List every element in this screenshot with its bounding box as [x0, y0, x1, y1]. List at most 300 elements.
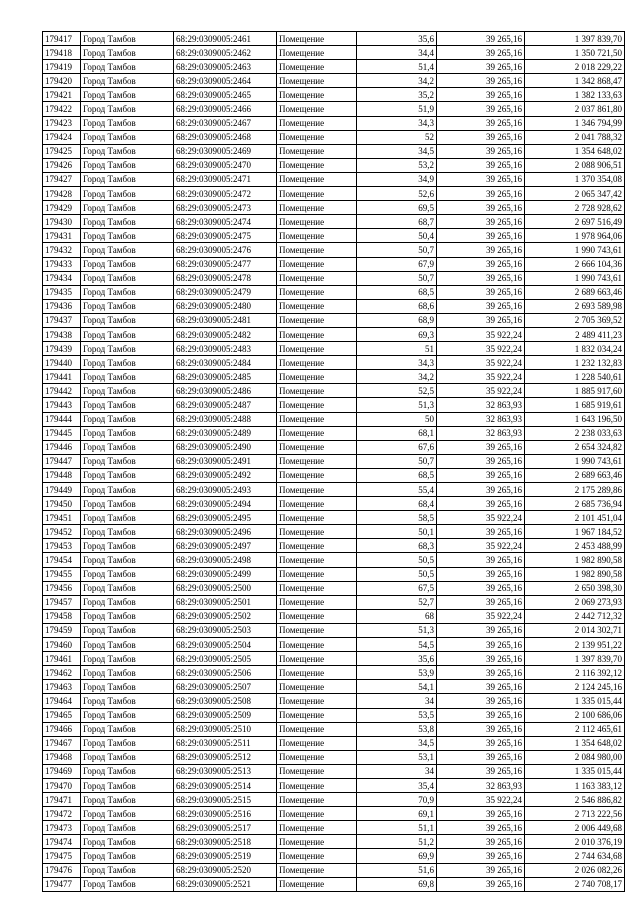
- cadastral-number-cell: 68:29:0309005:2481: [174, 313, 277, 327]
- row-id-cell: 179419: [43, 60, 81, 74]
- row-id-cell: 179443: [43, 398, 81, 412]
- locality-cell: Город Тамбов: [81, 807, 174, 821]
- specific-value-cell: 39 265,16: [437, 736, 525, 750]
- cadastral-number-cell: 68:29:0309005:2521: [174, 877, 277, 891]
- cadastral-value-cell: 2 744 634,68: [525, 849, 625, 863]
- row-id-cell: 179472: [43, 807, 81, 821]
- specific-value-cell: 35 922,24: [437, 356, 525, 370]
- locality-cell: Город Тамбов: [81, 327, 174, 341]
- object-type-cell: Помещение: [277, 440, 357, 454]
- specific-value-cell: 39 265,16: [437, 46, 525, 60]
- cadastral-number-cell: 68:29:0309005:2468: [174, 130, 277, 144]
- specific-value-cell: 39 265,16: [437, 595, 525, 609]
- specific-value-cell: 35 922,24: [437, 370, 525, 384]
- cadastral-number-cell: 68:29:0309005:2487: [174, 398, 277, 412]
- specific-value-cell: 32 863,93: [437, 778, 525, 792]
- table-row: [43, 483, 625, 497]
- cadastral-number-cell: 68:29:0309005:2462: [174, 46, 277, 60]
- object-type-cell: Помещение: [277, 257, 357, 271]
- table-body: [43, 32, 625, 892]
- cadastral-number-cell: 68:29:0309005:2480: [174, 299, 277, 313]
- area-cell: 51,3: [357, 623, 437, 637]
- row-id-cell: 179445: [43, 426, 81, 440]
- row-id-cell: 179450: [43, 497, 81, 511]
- cadastral-number-cell: 68:29:0309005:2475: [174, 229, 277, 243]
- cadastral-value-cell: 2 689 663,46: [525, 285, 625, 299]
- specific-value-cell: 39 265,16: [437, 285, 525, 299]
- table-row: [43, 454, 625, 468]
- table-row: [43, 144, 625, 158]
- object-type-cell: Помещение: [277, 74, 357, 88]
- area-cell: 34,2: [357, 370, 437, 384]
- row-id-cell: 179464: [43, 694, 81, 708]
- specific-value-cell: 39 265,16: [437, 271, 525, 285]
- object-type-cell: Помещение: [277, 342, 357, 356]
- cadastral-value-cell: 1 832 034,24: [525, 342, 625, 356]
- cadastral-number-cell: 68:29:0309005:2508: [174, 694, 277, 708]
- specific-value-cell: 39 265,16: [437, 694, 525, 708]
- cadastral-value-cell: 2 006 449,68: [525, 821, 625, 835]
- cadastral-number-cell: 68:29:0309005:2509: [174, 708, 277, 722]
- cadastral-value-cell: 1 967 184,52: [525, 525, 625, 539]
- area-cell: 53,9: [357, 666, 437, 680]
- locality-cell: Город Тамбов: [81, 511, 174, 525]
- table-row: [43, 327, 625, 341]
- locality-cell: Город Тамбов: [81, 623, 174, 637]
- cadastral-value-cell: 1 990 743,61: [525, 271, 625, 285]
- cadastral-value-cell: 1 163 383,12: [525, 778, 625, 792]
- row-id-cell: 179435: [43, 285, 81, 299]
- object-type-cell: Помещение: [277, 835, 357, 849]
- cadastral-value-cell: 1 990 743,61: [525, 243, 625, 257]
- cadastral-number-cell: 68:29:0309005:2519: [174, 849, 277, 863]
- specific-value-cell: 32 863,93: [437, 398, 525, 412]
- table-row: [43, 877, 625, 891]
- area-cell: 35,4: [357, 778, 437, 792]
- cadastral-value-table: [42, 31, 625, 892]
- specific-value-cell: 39 265,16: [437, 553, 525, 567]
- area-cell: 52,6: [357, 187, 437, 201]
- cadastral-number-cell: 68:29:0309005:2473: [174, 201, 277, 215]
- specific-value-cell: 39 265,16: [437, 215, 525, 229]
- locality-cell: Город Тамбов: [81, 342, 174, 356]
- table-row: [43, 116, 625, 130]
- object-type-cell: Помещение: [277, 229, 357, 243]
- table-row: [43, 130, 625, 144]
- area-cell: 52,5: [357, 384, 437, 398]
- cadastral-number-cell: 68:29:0309005:2461: [174, 32, 277, 46]
- locality-cell: Город Тамбов: [81, 581, 174, 595]
- cadastral-number-cell: 68:29:0309005:2485: [174, 370, 277, 384]
- object-type-cell: Помещение: [277, 581, 357, 595]
- object-type-cell: Помещение: [277, 821, 357, 835]
- table-row: [43, 722, 625, 736]
- cadastral-value-cell: 1 685 919,61: [525, 398, 625, 412]
- area-cell: 68,6: [357, 299, 437, 313]
- table-row: [43, 356, 625, 370]
- cadastral-number-cell: 68:29:0309005:2486: [174, 384, 277, 398]
- specific-value-cell: 39 265,16: [437, 313, 525, 327]
- row-id-cell: 179474: [43, 835, 81, 849]
- area-cell: 51: [357, 342, 437, 356]
- cadastral-value-cell: 2 654 324,82: [525, 440, 625, 454]
- object-type-cell: Помещение: [277, 567, 357, 581]
- cadastral-value-cell: 1 354 648,02: [525, 144, 625, 158]
- table-row: [43, 201, 625, 215]
- locality-cell: Город Тамбов: [81, 130, 174, 144]
- cadastral-number-cell: 68:29:0309005:2515: [174, 793, 277, 807]
- locality-cell: Город Тамбов: [81, 835, 174, 849]
- locality-cell: Город Тамбов: [81, 426, 174, 440]
- table-row: [43, 609, 625, 623]
- area-cell: 55,4: [357, 483, 437, 497]
- cadastral-value-cell: 1 978 964,06: [525, 229, 625, 243]
- row-id-cell: 179463: [43, 680, 81, 694]
- locality-cell: Город Тамбов: [81, 271, 174, 285]
- row-id-cell: 179420: [43, 74, 81, 88]
- cadastral-number-cell: 68:29:0309005:2470: [174, 158, 277, 172]
- locality-cell: Город Тамбов: [81, 384, 174, 398]
- object-type-cell: Помещение: [277, 609, 357, 623]
- locality-cell: Город Тамбов: [81, 60, 174, 74]
- area-cell: 51,1: [357, 821, 437, 835]
- row-id-cell: 179452: [43, 525, 81, 539]
- area-cell: 68,7: [357, 215, 437, 229]
- row-id-cell: 179462: [43, 666, 81, 680]
- cadastral-number-cell: 68:29:0309005:2501: [174, 595, 277, 609]
- table-row: [43, 384, 625, 398]
- cadastral-value-cell: 1 346 794,99: [525, 116, 625, 130]
- specific-value-cell: 39 265,16: [437, 88, 525, 102]
- cadastral-number-cell: 68:29:0309005:2474: [174, 215, 277, 229]
- table-row: [43, 863, 625, 877]
- cadastral-number-cell: 68:29:0309005:2507: [174, 680, 277, 694]
- cadastral-value-cell: 1 990 743,61: [525, 454, 625, 468]
- table-row: [43, 849, 625, 863]
- row-id-cell: 179433: [43, 257, 81, 271]
- row-id-cell: 179448: [43, 468, 81, 482]
- row-id-cell: 179432: [43, 243, 81, 257]
- cadastral-number-cell: 68:29:0309005:2500: [174, 581, 277, 595]
- object-type-cell: Помещение: [277, 722, 357, 736]
- object-type-cell: Помещение: [277, 708, 357, 722]
- specific-value-cell: 35 922,24: [437, 609, 525, 623]
- cadastral-number-cell: 68:29:0309005:2478: [174, 271, 277, 285]
- object-type-cell: Помещение: [277, 46, 357, 60]
- locality-cell: Город Тамбов: [81, 229, 174, 243]
- specific-value-cell: 39 265,16: [437, 525, 525, 539]
- table-row: [43, 102, 625, 116]
- table-row: [43, 285, 625, 299]
- locality-cell: Город Тамбов: [81, 539, 174, 553]
- specific-value-cell: 39 265,16: [437, 638, 525, 652]
- area-cell: 34,4: [357, 46, 437, 60]
- locality-cell: Город Тамбов: [81, 398, 174, 412]
- area-cell: 69,8: [357, 877, 437, 891]
- table-row: [43, 398, 625, 412]
- table-row: [43, 46, 625, 60]
- locality-cell: Город Тамбов: [81, 694, 174, 708]
- specific-value-cell: 32 863,93: [437, 412, 525, 426]
- specific-value-cell: 32 863,93: [437, 426, 525, 440]
- locality-cell: Город Тамбов: [81, 116, 174, 130]
- area-cell: 68,1: [357, 426, 437, 440]
- object-type-cell: Помещение: [277, 215, 357, 229]
- cadastral-number-cell: 68:29:0309005:2503: [174, 623, 277, 637]
- cadastral-number-cell: 68:29:0309005:2479: [174, 285, 277, 299]
- object-type-cell: Помещение: [277, 680, 357, 694]
- locality-cell: Город Тамбов: [81, 652, 174, 666]
- cadastral-value-cell: 2 018 229,22: [525, 60, 625, 74]
- area-cell: 69,9: [357, 849, 437, 863]
- cadastral-number-cell: 68:29:0309005:2488: [174, 412, 277, 426]
- table-row: [43, 511, 625, 525]
- object-type-cell: Помещение: [277, 736, 357, 750]
- specific-value-cell: 39 265,16: [437, 116, 525, 130]
- row-id-cell: 179442: [43, 384, 81, 398]
- object-type-cell: Помещение: [277, 158, 357, 172]
- area-cell: 51,9: [357, 102, 437, 116]
- specific-value-cell: 39 265,16: [437, 201, 525, 215]
- cadastral-value-cell: 2 084 980,00: [525, 750, 625, 764]
- specific-value-cell: 39 265,16: [437, 158, 525, 172]
- table-row: [43, 60, 625, 74]
- specific-value-cell: 39 265,16: [437, 172, 525, 186]
- object-type-cell: Помещение: [277, 426, 357, 440]
- object-type-cell: Помещение: [277, 116, 357, 130]
- table-row: [43, 778, 625, 792]
- specific-value-cell: 39 265,16: [437, 567, 525, 581]
- row-id-cell: 179473: [43, 821, 81, 835]
- area-cell: 34,9: [357, 172, 437, 186]
- specific-value-cell: 39 265,16: [437, 652, 525, 666]
- locality-cell: Город Тамбов: [81, 708, 174, 722]
- cadastral-value-cell: 2 112 465,61: [525, 722, 625, 736]
- locality-cell: Город Тамбов: [81, 483, 174, 497]
- specific-value-cell: 39 265,16: [437, 764, 525, 778]
- specific-value-cell: 39 265,16: [437, 187, 525, 201]
- table-row: [43, 694, 625, 708]
- cadastral-value-cell: 2 175 289,86: [525, 483, 625, 497]
- area-cell: 68,3: [357, 539, 437, 553]
- locality-cell: Город Тамбов: [81, 285, 174, 299]
- area-cell: 68,5: [357, 468, 437, 482]
- cadastral-value-cell: 1 982 890,58: [525, 567, 625, 581]
- locality-cell: Город Тамбов: [81, 46, 174, 60]
- table-row: [43, 440, 625, 454]
- row-id-cell: 179422: [43, 102, 81, 116]
- row-id-cell: 179469: [43, 764, 81, 778]
- cadastral-value-cell: 2 088 906,51: [525, 158, 625, 172]
- object-type-cell: Помещение: [277, 32, 357, 46]
- area-cell: 67,5: [357, 581, 437, 595]
- area-cell: 53,8: [357, 722, 437, 736]
- cadastral-value-cell: 2 546 886,82: [525, 793, 625, 807]
- area-cell: 34: [357, 764, 437, 778]
- row-id-cell: 179453: [43, 539, 81, 553]
- locality-cell: Город Тамбов: [81, 595, 174, 609]
- specific-value-cell: 39 265,16: [437, 468, 525, 482]
- locality-cell: Город Тамбов: [81, 144, 174, 158]
- locality-cell: Город Тамбов: [81, 187, 174, 201]
- object-type-cell: Помещение: [277, 60, 357, 74]
- cadastral-number-cell: 68:29:0309005:2476: [174, 243, 277, 257]
- cadastral-value-cell: 1 397 839,70: [525, 652, 625, 666]
- cadastral-number-cell: 68:29:0309005:2505: [174, 652, 277, 666]
- specific-value-cell: 39 265,16: [437, 722, 525, 736]
- specific-value-cell: 39 265,16: [437, 666, 525, 680]
- locality-cell: Город Тамбов: [81, 877, 174, 891]
- locality-cell: Город Тамбов: [81, 793, 174, 807]
- cadastral-number-cell: 68:29:0309005:2499: [174, 567, 277, 581]
- locality-cell: Город Тамбов: [81, 468, 174, 482]
- area-cell: 53,2: [357, 158, 437, 172]
- specific-value-cell: 39 265,16: [437, 299, 525, 313]
- table-row: [43, 638, 625, 652]
- locality-cell: Город Тамбов: [81, 313, 174, 327]
- area-cell: 53,1: [357, 750, 437, 764]
- object-type-cell: Помещение: [277, 187, 357, 201]
- area-cell: 52,7: [357, 595, 437, 609]
- table-row: [43, 623, 625, 637]
- cadastral-value-cell: 2 693 589,98: [525, 299, 625, 313]
- area-cell: 34,3: [357, 116, 437, 130]
- row-id-cell: 179441: [43, 370, 81, 384]
- object-type-cell: Помещение: [277, 638, 357, 652]
- row-id-cell: 179468: [43, 750, 81, 764]
- row-id-cell: 179470: [43, 778, 81, 792]
- locality-cell: Город Тамбов: [81, 638, 174, 652]
- cadastral-value-cell: 1 335 015,44: [525, 764, 625, 778]
- cadastral-number-cell: 68:29:0309005:2469: [174, 144, 277, 158]
- area-cell: 34,3: [357, 356, 437, 370]
- specific-value-cell: 39 265,16: [437, 849, 525, 863]
- specific-value-cell: 39 265,16: [437, 60, 525, 74]
- area-cell: 67,9: [357, 257, 437, 271]
- table-row: [43, 342, 625, 356]
- cadastral-value-cell: 1 643 196,50: [525, 412, 625, 426]
- object-type-cell: Помещение: [277, 313, 357, 327]
- table-row: [43, 708, 625, 722]
- row-id-cell: 179437: [43, 313, 81, 327]
- cadastral-number-cell: 68:29:0309005:2512: [174, 750, 277, 764]
- cadastral-number-cell: 68:29:0309005:2494: [174, 497, 277, 511]
- object-type-cell: Помещение: [277, 398, 357, 412]
- area-cell: 50,5: [357, 553, 437, 567]
- object-type-cell: Помещение: [277, 172, 357, 186]
- cadastral-value-cell: 2 014 302,71: [525, 623, 625, 637]
- cadastral-number-cell: 68:29:0309005:2516: [174, 807, 277, 821]
- cadastral-number-cell: 68:29:0309005:2502: [174, 609, 277, 623]
- row-id-cell: 179439: [43, 342, 81, 356]
- cadastral-number-cell: 68:29:0309005:2498: [174, 553, 277, 567]
- object-type-cell: Помещение: [277, 299, 357, 313]
- specific-value-cell: 39 265,16: [437, 581, 525, 595]
- cadastral-number-cell: 68:29:0309005:2483: [174, 342, 277, 356]
- specific-value-cell: 35 922,24: [437, 342, 525, 356]
- area-cell: 50,1: [357, 525, 437, 539]
- row-id-cell: 179423: [43, 116, 81, 130]
- table-row: [43, 468, 625, 482]
- table-row: [43, 313, 625, 327]
- row-id-cell: 179418: [43, 46, 81, 60]
- object-type-cell: Помещение: [277, 454, 357, 468]
- cadastral-value-cell: 2 740 708,17: [525, 877, 625, 891]
- locality-cell: Город Тамбов: [81, 299, 174, 313]
- cadastral-number-cell: 68:29:0309005:2482: [174, 327, 277, 341]
- table-row: [43, 257, 625, 271]
- object-type-cell: Помещение: [277, 102, 357, 116]
- area-cell: 68,5: [357, 285, 437, 299]
- specific-value-cell: 39 265,16: [437, 483, 525, 497]
- row-id-cell: 179438: [43, 327, 81, 341]
- object-type-cell: Помещение: [277, 863, 357, 877]
- cadastral-number-cell: 68:29:0309005:2493: [174, 483, 277, 497]
- cadastral-value-cell: 1 350 721,50: [525, 46, 625, 60]
- cadastral-number-cell: 68:29:0309005:2518: [174, 835, 277, 849]
- area-cell: 51,6: [357, 863, 437, 877]
- cadastral-value-cell: 1 382 133,63: [525, 88, 625, 102]
- row-id-cell: 179461: [43, 652, 81, 666]
- cadastral-value-cell: 2 705 369,52: [525, 313, 625, 327]
- cadastral-value-cell: 1 354 648,02: [525, 736, 625, 750]
- locality-cell: Город Тамбов: [81, 849, 174, 863]
- table-row: [43, 74, 625, 88]
- area-cell: 68,9: [357, 313, 437, 327]
- table-row: [43, 793, 625, 807]
- specific-value-cell: 39 265,16: [437, 229, 525, 243]
- object-type-cell: Помещение: [277, 877, 357, 891]
- area-cell: 50,7: [357, 454, 437, 468]
- cadastral-value-cell: 2 489 411,23: [525, 327, 625, 341]
- row-id-cell: 179455: [43, 567, 81, 581]
- cadastral-number-cell: 68:29:0309005:2463: [174, 60, 277, 74]
- cadastral-value-cell: 2 728 928,62: [525, 201, 625, 215]
- cadastral-number-cell: 68:29:0309005:2491: [174, 454, 277, 468]
- cadastral-value-cell: 1 335 015,44: [525, 694, 625, 708]
- row-id-cell: 179434: [43, 271, 81, 285]
- object-type-cell: Помещение: [277, 595, 357, 609]
- cadastral-value-cell: 2 069 273,93: [525, 595, 625, 609]
- area-cell: 68: [357, 609, 437, 623]
- object-type-cell: Помещение: [277, 511, 357, 525]
- cadastral-value-cell: 2 065 347,42: [525, 187, 625, 201]
- row-id-cell: 179459: [43, 623, 81, 637]
- object-type-cell: Помещение: [277, 764, 357, 778]
- specific-value-cell: 39 265,16: [437, 750, 525, 764]
- locality-cell: Город Тамбов: [81, 764, 174, 778]
- table-row: [43, 807, 625, 821]
- locality-cell: Город Тамбов: [81, 440, 174, 454]
- area-cell: 69,1: [357, 807, 437, 821]
- area-cell: 69,5: [357, 201, 437, 215]
- object-type-cell: Помещение: [277, 849, 357, 863]
- row-id-cell: 179454: [43, 553, 81, 567]
- area-cell: 34: [357, 694, 437, 708]
- row-id-cell: 179440: [43, 356, 81, 370]
- cadastral-value-cell: 2 010 376,19: [525, 835, 625, 849]
- cadastral-number-cell: 68:29:0309005:2471: [174, 172, 277, 186]
- cadastral-number-cell: 68:29:0309005:2477: [174, 257, 277, 271]
- table-row: [43, 680, 625, 694]
- table-row: [43, 158, 625, 172]
- specific-value-cell: 39 265,16: [437, 680, 525, 694]
- row-id-cell: 179457: [43, 595, 81, 609]
- cadastral-number-cell: 68:29:0309005:2517: [174, 821, 277, 835]
- object-type-cell: Помещение: [277, 553, 357, 567]
- cadastral-value-cell: 1 397 839,70: [525, 32, 625, 46]
- specific-value-cell: 35 922,24: [437, 793, 525, 807]
